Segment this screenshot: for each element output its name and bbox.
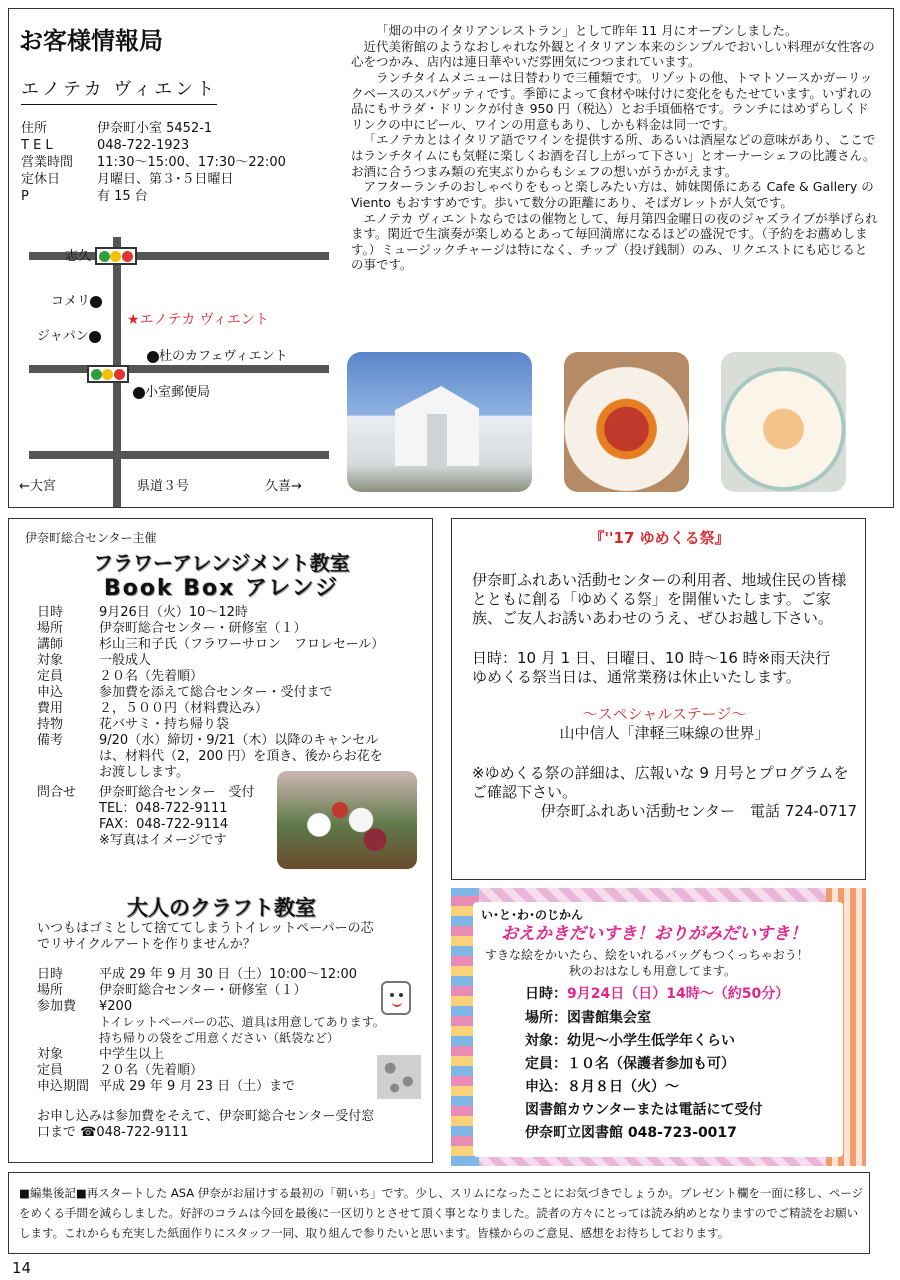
- detail-row: FAX：048-722-9114: [99, 817, 229, 832]
- toilet-paper-icon: [381, 981, 411, 1015]
- map-label-shiku: 志久: [65, 249, 92, 264]
- landmark-dot-icon: [90, 296, 102, 308]
- access-map: [19, 237, 344, 502]
- landmark-dot-icon: [133, 387, 145, 399]
- festival-body: [472, 571, 857, 821]
- shop-article: [351, 23, 879, 273]
- detail-row: 申込 参加費を添えて総合センター・受付まで: [37, 685, 333, 700]
- map-label-japan: ジャパン: [37, 329, 101, 345]
- detail-row: 定休日 月曜日、第３･５日曜日: [21, 172, 234, 187]
- library-event-panel: [473, 902, 843, 1157]
- detail-row: 持ち帰りの袋をご用意ください（紙袋など）: [99, 1031, 340, 1045]
- map-label-post: 小室郵便局: [133, 385, 210, 401]
- road-bottom: [29, 451, 329, 459]
- detail-row: 参加費 ¥200: [37, 999, 133, 1014]
- library-contact: 伊奈町立図書館 048-723-0017: [525, 1125, 737, 1141]
- festival-section: [451, 518, 866, 880]
- article-paragraph: アフターランチのおしゃべりをもっと楽しみたい方は、姉妹関係にある Cafe & Gallery の Viento もおすすめです。歩いて数分の距離にあり、そばガレットが人気です。: [351, 179, 874, 210]
- library-target: 対象：幼児～小学生低学年くらい: [525, 1033, 735, 1049]
- article-paragraph: 「畑の中のイタリアンレストラン」として昨年 11 月にオープンしました。: [376, 23, 798, 38]
- community-center-section: [8, 518, 433, 1163]
- library-place: 場所：図書館集会室: [525, 1010, 651, 1026]
- library-how: 図書館カウンターまたは電話にて受付: [525, 1102, 763, 1118]
- flower-class-title: フラワーアレンジメント教室: [93, 551, 350, 575]
- library-lead-2: 秋のおはなしも用意してます。: [569, 964, 737, 978]
- green-light-icon: [91, 369, 102, 380]
- flower-class-subtitle: Book Box アレンジ: [103, 576, 340, 601]
- library-capacity: 定員：１０名（保護者参加も可）: [525, 1056, 735, 1072]
- detail-row: 申込期間 平成 29 年 9 月 23 日（土）まで: [37, 1079, 296, 1094]
- pasta-dish-photo: [564, 352, 689, 492]
- detail-row: 講師 杉山三和子氏（フラワーサロン フロレセール）: [37, 637, 385, 652]
- detail-row: 問合せ 伊奈町総合センター 受付: [37, 785, 255, 800]
- detail-row: 備考 9/20（水）締切・9/21（木）以降のキャンセル: [37, 733, 379, 748]
- festival-stage-body: 山中信人「津軽三味線の世界」: [559, 723, 770, 742]
- detail-row: 定員 ２０名（先着順）: [37, 669, 204, 684]
- traffic-light-icon: [87, 365, 129, 383]
- festival-date: 日時：10 月 1 日、日曜日、10 時～16 時※雨天決行: [472, 649, 831, 668]
- library-event-section: [451, 888, 866, 1166]
- red-light-icon: [122, 251, 133, 262]
- article-paragraph: エノテカ ヴィエントならではの催物として、毎月第四金曜日の夜のジャズライブが挙げられます。閑近で生演奏が楽しめるとあって毎回満席になるほどの盛況です。（予約をお薦めします。）ミュージックチャージは特になく、チップ（投げ銭制）のみ、リクエストにも応じるとの事です。: [351, 210, 878, 273]
- library-series-name: い･と･わ･のじかん: [481, 908, 584, 922]
- dessert-dish-photo: [721, 352, 846, 492]
- craft-class-title: 大人のクラフト教室: [127, 896, 316, 920]
- detail-row: 日時 平成 29 年 9 月 30 日（土）10:00～12:00: [37, 967, 358, 982]
- detail-row: は、材料代（2，200 円）を頂き、後からお花を: [99, 749, 383, 764]
- festival-detail-note: ※ゆめくる祭の詳細は、広報いな 9 月号とプログラムをご確認下さい。: [472, 764, 849, 801]
- road-middle: [29, 365, 329, 373]
- craft-class-intro: いつもはゴミとして捨ててしまうトイレットペーパーの芯 でリサイクルアートを作りませんか？: [37, 921, 374, 952]
- detail-row: 対象 中学生以上: [37, 1047, 165, 1062]
- detail-row: 日時 9月26日（火）10～12時: [37, 605, 248, 620]
- map-label-cafe: 杜のカフェヴィエント: [147, 349, 288, 365]
- map-label-route: 県道３号: [137, 479, 190, 494]
- detail-row: P 有 15 台: [21, 189, 148, 204]
- craft-footer: お申し込みは参加費をそえて、伊奈町総合センター受付窓 口まで ☎048-722-9111: [37, 1109, 375, 1140]
- library-lead-1: すきな絵をかいたら、絵をいれるバッグもつくっちゃおう！: [485, 948, 809, 962]
- shop-name: エノテカ ヴィエント: [21, 79, 217, 105]
- editor-note-text: ■編集後記■再スタートした ASA 伊奈がお届けする最初の「朝いち」です。少し、スリムになったことにお気づきでしょうか。プレゼント欄を一面に移し、ページをめくる手間を減らしました。好評のコラムは今回を最後に一区切りとさせて頂く事となりました。読者の方々にとっては読み納めとなりますのでご精読をお願いします。これからも充実した紙面作りにスタッフ一同、取り組んで参りたいと思います。皆様からのご意見、感想をお待ちしております。: [19, 1186, 864, 1240]
- map-label-omiya: ←大宮: [19, 479, 56, 494]
- festival-title: 『''17 ゆめくる祭』: [589, 529, 730, 547]
- restaurant-exterior-photo: [347, 352, 532, 492]
- detail-row: ※写真はイメージです: [99, 833, 227, 848]
- detail-row: 対象 一般成人: [37, 653, 152, 668]
- section-heading: お客様情報局: [19, 27, 163, 55]
- detail-row: 場所 伊奈町総合センター・研修室（１）: [37, 983, 307, 998]
- detail-row: 定員 ２０名（先着順）: [37, 1063, 204, 1078]
- detail-row: お渡しします。: [99, 765, 189, 780]
- article-paragraph: ランチタイムメニューは日替わりで三種類です。リゾットの他、トマトソースかガーリックベースのスパゲッティです。季節によって食材や味付けに変化をもたせています。いずれの品にもサラダ・ドリンクが付き 950 円（税込）とお手頃価格です。ランチにはめずらしくドリンクの中にビール、ワインの用意もあり、しかも料金は同一です。: [351, 69, 873, 132]
- map-label-kuki: 久喜→: [265, 479, 302, 494]
- detail-row: TEL：048-722-9111: [99, 801, 228, 816]
- flower-arrangement-photo: [277, 771, 417, 869]
- detail-row: 費用 ２，５００円（材料費込み）: [37, 701, 269, 716]
- library-event-title: おえかきだいすき！おりがみだいすき！: [501, 924, 807, 944]
- map-label-shop: ★エノテカ ヴィエント: [127, 312, 269, 328]
- landmark-dot-icon: [89, 331, 101, 343]
- detail-row: T E L 048-722-1923: [21, 138, 190, 153]
- editor-note-section: [8, 1172, 870, 1254]
- host-label: 伊奈町総合センター主催: [25, 531, 157, 545]
- detail-row: 営業時間 11:30～15:00、17:30～22:00: [21, 155, 286, 170]
- craft-sample-photo: [377, 1055, 421, 1099]
- detail-row: 場所 伊奈町総合センター・研修室（１）: [37, 621, 307, 636]
- red-light-icon: [114, 369, 125, 380]
- craft-class-details: [37, 967, 385, 1095]
- festival-stage-title: ～スペシャルステージ～: [582, 704, 747, 723]
- library-date: 日時：9月24日（日）14時～（約50分）: [525, 986, 790, 1002]
- yellow-light-icon: [102, 369, 113, 380]
- map-label-komeri: コメリ: [51, 294, 102, 310]
- green-light-icon: [99, 251, 110, 262]
- article-paragraph: 「エノテカとはイタリア語でワインを提供する所、あるいは酒屋などの意味があり、ここではランチタイムにも気軽に楽しくお酒を召し上がって下さい」とオーナーシェフの比護さん。お酒に合うつまみ類の充実ぶりからもシェフの想いがうかがえます。: [351, 132, 876, 179]
- customer-info-section: [8, 8, 894, 508]
- yellow-light-icon: [110, 251, 121, 262]
- festival-contact: 伊奈町ふれあい活動センター 電話 724-0717: [540, 801, 857, 820]
- festival-intro: 伊奈町ふれあい活動センターの利用者、地域住民の皆様とともに創る「ゆめくる祭」を開催いたします。ご家族、ご友人お誘いあわせのうえ、ぜひお越し下さい。: [472, 571, 847, 627]
- page-number: 14: [12, 1259, 32, 1277]
- traffic-light-icon: [95, 247, 137, 265]
- landmark-dot-icon: [147, 351, 159, 363]
- detail-row: 持物 花バサミ・持ち帰り袋: [37, 717, 230, 732]
- detail-row: 住所 伊奈町小室 5452-1: [21, 121, 213, 136]
- festival-closed-note: ゆめくる祭当日は、通常業務は休止いたします。: [472, 668, 801, 686]
- detail-row: トイレットペーパーの芯、道具は用意してあります。: [99, 1015, 385, 1029]
- article-paragraph: 近代美術館のようなおしゃれな外観とイタリアン本来のシンプルでおいしい料理が女性客の心をつかみ、店内は連日華やいだ雰囲気につつまれています。: [351, 38, 875, 70]
- library-apply: 申込：８月８日（火）～: [525, 1079, 679, 1095]
- shop-details: [21, 121, 286, 206]
